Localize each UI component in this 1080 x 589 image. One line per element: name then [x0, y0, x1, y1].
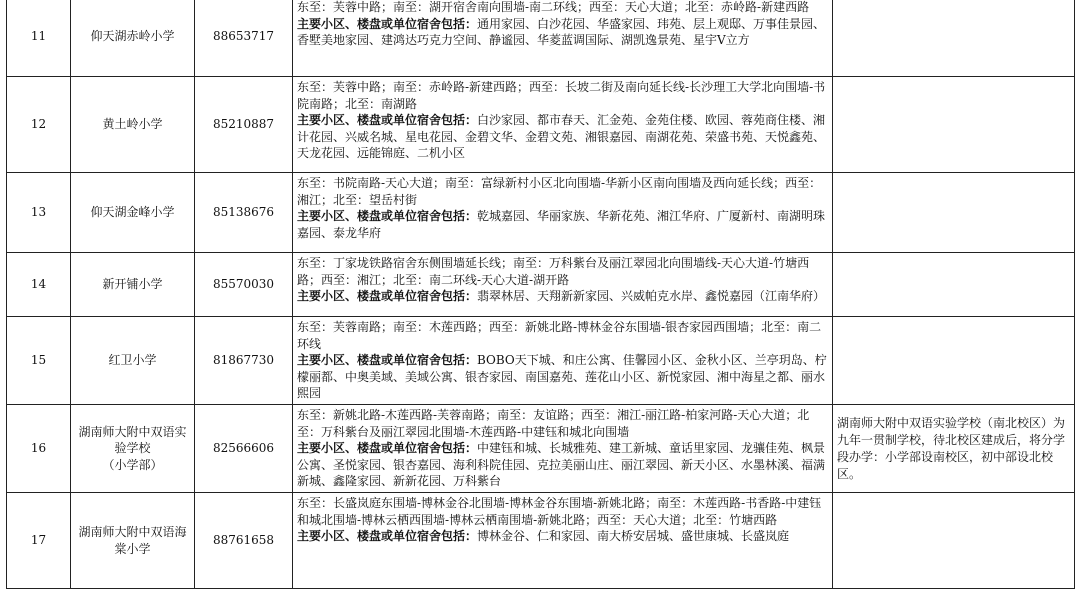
district-range: [293, 493, 833, 589]
boundary-text: 东至：长盛岚庭东围墙-博林金谷北围墙-博林金谷东围墙-新姚北路；南至：木莲西路-书香路-中建钰和城北围墙-博林云栖西围墙-博林云栖南围墙-新姚北路；西至：天心大道；北至：竹塘西路: [297, 496, 822, 527]
remark-cell: [833, 173, 1075, 253]
remark-cell: [833, 493, 1075, 589]
table-row: [7, 0, 1075, 77]
communities-label: 主要小区、楼盘或单位宿舍包括：: [297, 289, 478, 303]
communities-text: 乾城嘉园、华丽家族、华新花苑、湘江华府、广厦新村、南湖明珠嘉园、泰龙华府: [297, 209, 826, 240]
communities-text: BOBO天下城、和庄公寓、佳馨园小区、金秋小区、兰亭玥岛、柠檬丽都、中奥美域、美域公寓、银杏家园、南国嘉苑、莲花山小区、新悦家园、湘中海星之都、丽水熙园: [297, 353, 827, 400]
district-range: [293, 317, 833, 405]
remark-cell: [833, 317, 1075, 405]
remark-cell: [833, 77, 1075, 173]
row-number: 12: [7, 77, 71, 173]
district-range: [293, 0, 833, 77]
boundary-text: 东至：芙蓉南路；南至：木莲西路；西至：新姚北路-博林金谷东围墙-银杏家园西围墙；北至：南二环线: [297, 320, 822, 351]
row-number: 17: [7, 493, 71, 589]
communities-text: 白沙家园、都市春天、汇金苑、金苑住楼、欧园、蓉苑商住楼、湘计花园、兴威名城、星电花园、金碧文华、金碧文苑、湘银嘉园、南湖花苑、荣盛书苑、天悦鑫苑、天龙花园、远能锦庭、二机小区: [297, 113, 826, 160]
district-range: [293, 405, 833, 493]
boundary-text: 东至：芙蓉中路；南至：赤岭路-新建西路；西至：长坡二街及南向延长线-长沙理工大学北向围墙-书院南路；北至：南湖路: [297, 80, 826, 111]
phone-number: 88653717: [195, 0, 293, 77]
table-row: [7, 173, 1075, 253]
remark-cell: [833, 253, 1075, 317]
remark-cell: [833, 0, 1075, 77]
table-row: [7, 253, 1075, 317]
row-number: 15: [7, 317, 71, 405]
table-row: [7, 77, 1075, 173]
row-number: 11: [7, 0, 71, 77]
phone-number: 81867730: [195, 317, 293, 405]
table-row: [7, 405, 1075, 493]
phone-number: 88761658: [195, 493, 293, 589]
district-range: [293, 173, 833, 253]
communities-text: 博林金谷、仁和家园、南大桥安居城、盛世康城、长盛岚庭: [477, 529, 790, 543]
school-name: 新开铺小学: [71, 253, 195, 317]
school-district-table: [6, 0, 1075, 589]
school-name: 湖南师大附中双语海 棠小学: [71, 493, 195, 589]
communities-text: 翡翠林居、天翔新新家园、兴威帕克水岸、鑫悦嘉园（江南华府）: [477, 289, 826, 303]
remark-cell: 湖南师大附中双语实验学校（南北校区）为九年一贯制学校，待北校区建成后，将分学段办学：小学部设南校区，初中部设北校区。: [833, 405, 1075, 493]
row-number: 13: [7, 173, 71, 253]
communities-label: 主要小区、楼盘或单位宿舍包括：: [297, 209, 478, 223]
district-range: [293, 253, 833, 317]
phone-number: 85138676: [195, 173, 293, 253]
school-name: 红卫小学: [71, 317, 195, 405]
boundary-text: 东至：丁家垅铁路宿舍东侧围墙延长线；南至：万科紫台及丽江翠园北向围墙线-天心大道-竹塘西路；西至：湘江；北至：南二环线-天心大道-湖开路: [297, 256, 810, 287]
communities-text: 通用家园、白沙花园、华盛家园、玮苑、层上观邸、万事佳景园、香墅美地家园、建鸿达巧克力空间、静谧园、华菱蓝调国际、湖凯逸景苑、星宇V立方: [297, 16, 826, 47]
boundary-text: 东至：新姚北路-木莲西路-芙蓉南路；南至：友谊路；西至：湘江-丽江路-柏家河路-天心大道；北至：万科紫台及丽江翠园北围墙-木莲西路-中建钰和城北向围墙: [297, 408, 810, 439]
communities-text: 中建钰和城、长城雅苑、建工新城、童话里家园、龙骧佳苑、枫景公寓、圣悦家园、银杏嘉园、海利科院佳园、克拉美丽山庄、丽江翠园、新天小区、水墨林溪、福满新城、鑫隆家园、新新花园、万科紫台: [297, 441, 826, 488]
district-range: [293, 77, 833, 173]
communities-label: 主要小区、楼盘或单位宿舍包括：: [297, 16, 478, 31]
communities-label: 主要小区、楼盘或单位宿舍包括：: [297, 353, 478, 367]
row-number: 16: [7, 405, 71, 493]
school-name: 仰天湖金峰小学: [71, 173, 195, 253]
communities-label: 主要小区、楼盘或单位宿舍包括：: [297, 529, 478, 543]
school-name: 黄土岭小学: [71, 77, 195, 173]
school-name: 仰天湖赤岭小学: [71, 0, 195, 77]
boundary-text: 东至：书院南路-天心大道；南至：富绿新村小区北向围墙-华新小区南向围墙及西向延长线；西至：湘江；北至：望岳村街: [297, 176, 822, 207]
communities-label: 主要小区、楼盘或单位宿舍包括：: [297, 113, 478, 127]
table-row: [7, 317, 1075, 405]
communities-label: 主要小区、楼盘或单位宿舍包括：: [297, 441, 478, 455]
row-number: 14: [7, 253, 71, 317]
phone-number: 85570030: [195, 253, 293, 317]
phone-number: 85210887: [195, 77, 293, 173]
phone-number: 82566606: [195, 405, 293, 493]
boundary-text: 东至：芙蓉中路；南至：湖开宿舍南向围墙-南二环线；西至：天心大道；北至：赤岭路-新建西路: [297, 0, 810, 14]
table-row: [7, 493, 1075, 589]
school-name: 湖南师大附中双语实 验学校 （小学部）: [71, 405, 195, 493]
